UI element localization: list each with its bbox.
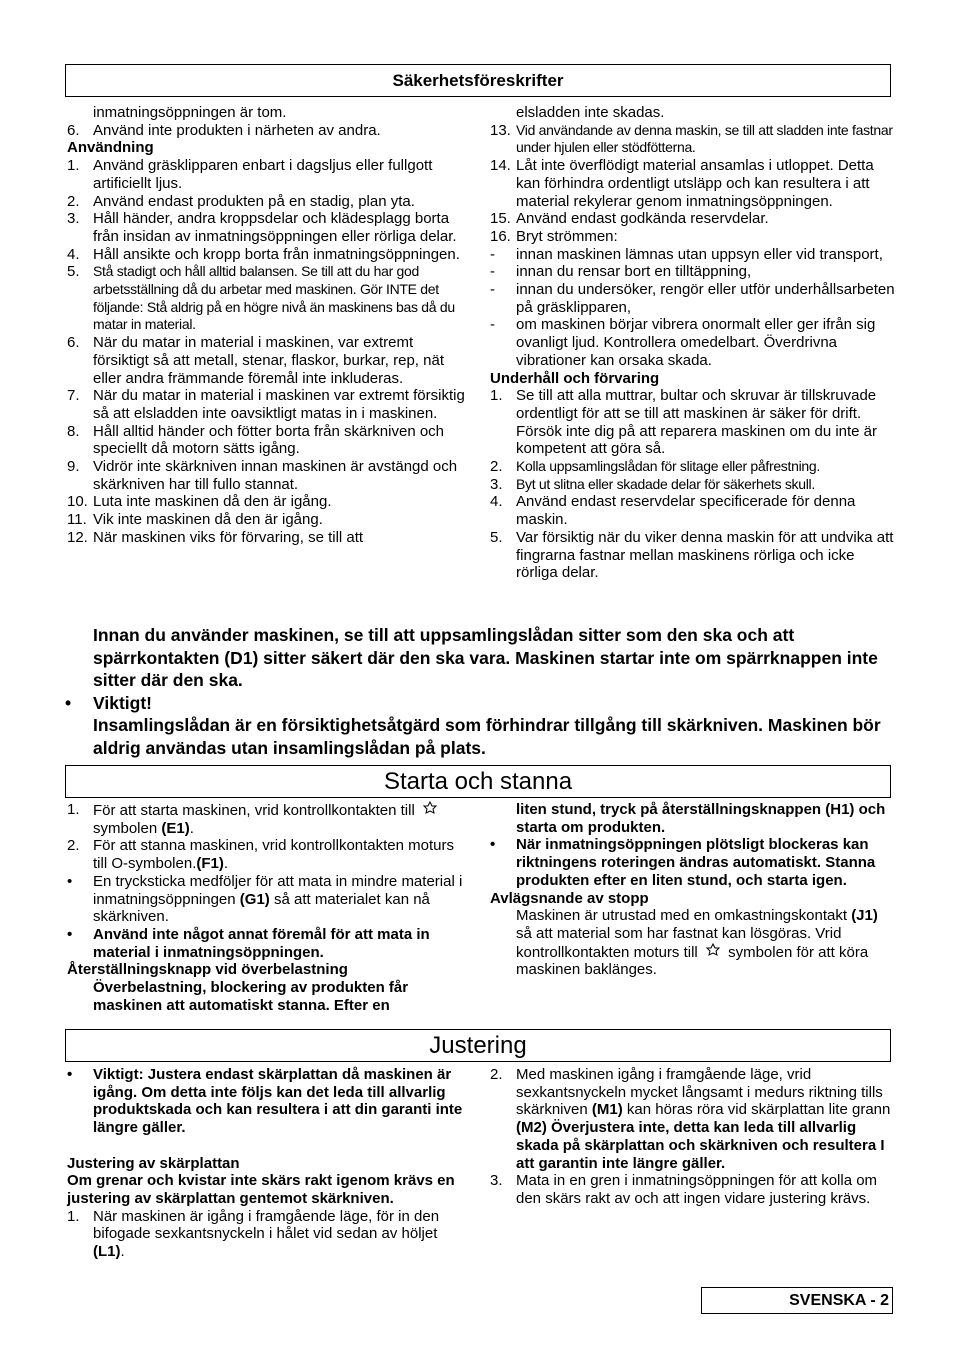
item-number: 4. [67, 245, 80, 263]
list-item [490, 387, 895, 458]
item-text: Använd endast godkända reservdelar. [516, 210, 769, 228]
subheading-use: Användning [67, 139, 154, 157]
text-span: För att starta maskinen, vrid kontrollkontakten till [93, 802, 415, 819]
safety-left-column [67, 104, 472, 547]
item-text: Viktigt: Justera endast skärplattan då maskinen är igång. Om detta inte följs kan det leda till allvarlig produktskada och kan resultera i att din garanti inte längre gäller. [93, 1066, 463, 1137]
list-item [67, 458, 472, 493]
list-item [67, 511, 472, 529]
item-number: 5. [490, 528, 503, 546]
list-item [490, 210, 895, 228]
dash-item [490, 281, 895, 316]
item-text: Håll alltid händer och fötter borta från skärkniven och speciellt då motorn sätts igång. [93, 422, 445, 458]
item-text: Se till att alla muttrar, bultar och skruvar är tillskruvade ordentligt för att se till att maskinen är säker för drift. Försök inte dig på att reparera maskinen om du inte är kompetent att göra så. [516, 387, 878, 458]
list-item [67, 122, 472, 140]
item-text [93, 801, 472, 837]
list-item [67, 1208, 472, 1261]
item-number: 8. [67, 422, 80, 440]
item-number: 6. [67, 334, 80, 352]
item-number: 3. [490, 475, 503, 493]
item-number: 2. [490, 1066, 503, 1083]
reverse-symbol-icon [702, 943, 724, 962]
spacer [67, 1137, 472, 1155]
subheading-reset: Återställningsknapp vid överbelastning [67, 961, 348, 979]
bullet-item [67, 926, 472, 961]
dash-item [490, 263, 895, 281]
item-text: Använd inte något annat föremål för att mata in material i inmatningsöppningen. [93, 925, 430, 961]
warning-paragraph: Innan du använder maskinen, se till att uppsamlingslådan sitter som den ska och att spärrkontakten (D1) sitter säkert där den ska vara. Maskinen startar inte om spärrknappen inte sitter där den ska. [93, 625, 878, 690]
dash-marker: - [490, 281, 495, 299]
item-number: 13. [490, 121, 511, 139]
item-text: Mata in en gren i inmatningsöppningen för att kolla om den skärs rakt av och att ingen vidare justering krävs. [516, 1172, 878, 1207]
text-span: . [223, 855, 229, 873]
section-header-start-stop: Starta och stanna [65, 765, 891, 798]
dash-marker: - [490, 263, 495, 281]
item-number: 3. [67, 210, 80, 228]
adjustment-right-column [490, 1066, 895, 1208]
forward-symbol-icon [419, 801, 441, 820]
item-number: 15. [490, 210, 511, 228]
continued-text: elsladden inte skadas. [516, 104, 665, 121]
item-text: Håll ansikte och kropp borta från inmatningsöppningen. [93, 245, 460, 263]
item-number: 2. [67, 192, 80, 210]
continued-text: inmatningsöppningen är tom. [93, 104, 287, 121]
ref-code: (J1) [851, 907, 878, 925]
item-text: innan du undersöker, rengör eller utför underhållsarbeten på gräsklipparen, [516, 281, 895, 316]
list-item [67, 334, 472, 387]
list-item [67, 263, 472, 334]
warning-paragraph: Insamlingslådan är en försiktighetsåtgärd som förhindrar tillgång till skärkniven. Maskinen bör aldrig användas utan insamlingslådan på plats. [93, 715, 881, 758]
text-span: Maskinen är utrustad med en omkastningskontakt [516, 907, 848, 925]
warning-important-label: Viktigt! [93, 692, 152, 713]
item-text: Använd gräsklipparen enbart i dagsljus eller fullgott artificiellt ljus. [93, 157, 433, 192]
item-number: 2. [67, 837, 80, 855]
ref-code: (L1) [93, 1243, 121, 1261]
item-number: 5. [67, 263, 80, 281]
dash-marker: - [490, 316, 495, 334]
list-item [67, 193, 472, 211]
bullet-item [490, 836, 895, 889]
item-text: Använd endast produkten på en stadig, plan yta. [93, 192, 415, 210]
item-number: 4. [490, 493, 503, 511]
adjust-intro: Om grenar och kvistar inte skärs rakt igenom krävs en justering av skärplattan gentemot skärkniven. [67, 1172, 455, 1207]
item-text: Använd inte produkten i närheten av andra. [93, 121, 381, 139]
item-number: 9. [67, 458, 80, 476]
warning-text: Överjustera inte, detta kan leda till allvarlig skada på skärplattan och skärkniven och resultera I att garantin inte längre gäller. [516, 1119, 885, 1172]
list-item [67, 493, 472, 511]
list-item [67, 246, 472, 264]
bullet-marker: • [67, 925, 73, 943]
item-number: 14. [490, 157, 511, 175]
item-number: 7. [67, 387, 80, 405]
bullet-marker: • [67, 872, 73, 890]
item-number: 1. [490, 387, 503, 405]
item-text [93, 873, 472, 926]
list-item [490, 493, 895, 528]
bullet-marker: • [490, 836, 496, 854]
warning-bullet [65, 692, 895, 715]
section-header-adjustment: Justering [65, 1029, 891, 1062]
safety-right-column [490, 104, 895, 582]
jam-removal-text [490, 907, 895, 979]
dash-item [490, 316, 895, 369]
bullet-item [67, 1066, 472, 1137]
item-text: Stå stadigt och håll alltid balansen. Se till att du har god arbetsställning då du arbetar med maskinen. Gör INTE det följande: Stå aldrig på en högre nivå än maskinens bas då du matar in material. [93, 263, 455, 333]
item-number: 10. [67, 493, 88, 511]
item-text: Vidrör inte skärkniven innan maskinen är avstängd och skärkniven har till fullo stannat. [93, 458, 458, 493]
start-stop-left-column [67, 801, 472, 1014]
text-span: En trycksticka medföljer för att mata in mindre material i inmatningsöppningen [93, 872, 463, 908]
item-number: 6. [67, 121, 80, 139]
item-number: 1. [67, 1207, 80, 1225]
item-text [93, 1208, 472, 1261]
item-text: Luta inte maskinen då den är igång. [93, 493, 332, 511]
section-header-safety: Säkerhetsföreskrifter [65, 64, 891, 97]
start-stop-right-column [490, 801, 895, 979]
list-item [67, 387, 472, 422]
ref-code: (E1) [161, 819, 190, 837]
text-span: När maskinen är igång i framgående läge, för in den bifogade sexkantsnyckeln i hålet vid sedan av höljet [93, 1207, 440, 1243]
ref-code: (F1) [196, 855, 224, 873]
item-text: om maskinen börjar vibrera onormalt eller ger ifrån sig ovanligt ljud. Kontrollera omedelbart. Överdrivna vibrationer kan orsaka skada. [516, 316, 876, 369]
list-item [67, 210, 472, 245]
item-text: När du matar in material i maskinen var extremt försiktig så att elsladden inte oavsiktligt matas in i maskinen. [93, 387, 465, 422]
list-item [490, 157, 895, 210]
item-number: 3. [490, 1172, 503, 1190]
list-item [67, 801, 472, 837]
continued-text: liten stund, tryck på återställningsknappen (H1) och starta om produkten. [516, 801, 886, 836]
text-span: . [120, 1243, 125, 1261]
item-text [93, 837, 472, 872]
dash-marker: - [490, 245, 495, 263]
reset-text: Överbelastning, blockering av produkten får maskinen att automatiskt stanna. Efter en [93, 979, 409, 1014]
item-text: innan du rensar bort en tilltäppning, [516, 263, 752, 281]
item-text: Håll händer, andra kroppsdelar och klädesplagg borta från insidan av inmatningsöppningen eller rörliga delar. [93, 210, 457, 245]
item-text: När maskinen viks för förvaring, se till att [93, 528, 364, 546]
bullet-item [67, 873, 472, 926]
text-span: Med maskinen igång i framgående läge, vrid sexkantsnyckeln mycket långsamt i medurs riktning tills skärkniven [516, 1066, 883, 1119]
item-number: 16. [490, 227, 511, 245]
item-number: 12. [67, 528, 88, 546]
item-text: När du matar in material i maskinen, var extremt försiktigt så att metall, stenar, flaskor, burkar, rep, nät eller andra främmande föremål inte inkluderas. [93, 334, 444, 387]
item-text: Låt inte överflödigt material ansamlas i utloppet. Detta kan förhindra ordentligt utsläpp och kan resultera i att material rekylerar genom inmatningsöppningen. [516, 157, 874, 210]
list-item [490, 122, 895, 157]
list-item [490, 1066, 895, 1172]
ref-code: (G1) [239, 890, 270, 908]
adjustment-left-column [67, 1066, 472, 1261]
ref-code: (M1) [591, 1101, 623, 1119]
item-number: 11. [67, 511, 87, 529]
item-text [516, 1066, 895, 1172]
list-item [67, 529, 472, 547]
item-text: Var försiktig när du viker denna maskin för att undvika att fingrarna fastnar mellan maskinens rörliga och icke rörliga delar. [516, 528, 894, 582]
subheading-jam-removal: Avlägsnande av stopp [490, 889, 649, 907]
text-span: symbolen [93, 819, 158, 837]
list-item [67, 157, 472, 192]
bullet-marker: • [65, 692, 72, 713]
list-item [67, 423, 472, 458]
subheading-maintenance: Underhåll och förvaring [490, 369, 660, 387]
text-span: . [189, 819, 194, 837]
text-span: så att materialet kan nå skärkniven. [93, 890, 430, 926]
text-span: symbolen för att köra maskinen baklänges. [516, 943, 869, 979]
item-text: Vik inte maskinen då den är igång. [93, 511, 323, 529]
page-footer: SVENSKA - 2 [701, 1287, 893, 1314]
list-item [490, 476, 895, 494]
item-text: Använd endast reservdelar specificerade för denna maskin. [516, 493, 856, 529]
list-item [490, 228, 895, 246]
list-item [490, 1172, 895, 1207]
item-text: När inmatningsöppningen plötsligt blockeras kan riktningens roteringen ändras automatiskt. Stanna produkten efter en liten stund, och starta igen. [516, 836, 876, 889]
warning-block [65, 624, 895, 759]
list-item [490, 529, 895, 582]
item-text: Vid användande av denna maskin, se till att sladden inte fastnar under hjulen eller stödfötterna. [516, 121, 893, 156]
item-number: 1. [67, 801, 80, 818]
item-text: innan maskinen lämnas utan uppsyn eller vid transport, [516, 245, 883, 263]
item-number: 1. [67, 157, 80, 175]
item-text: Bryt strömmen: [516, 227, 618, 245]
list-item [67, 837, 472, 872]
subheading-adjust-plate: Justering av skärplattan [67, 1154, 240, 1172]
bullet-marker: • [67, 1066, 73, 1083]
item-text: Kolla uppsamlingslådan för slitage eller påfrestning. [516, 458, 820, 475]
ref-code: (M2) [516, 1119, 547, 1137]
item-number: 2. [490, 458, 503, 476]
text-span: så att material som har fastnat kan lösgöras. Vrid kontrollkontakten moturs till [516, 924, 842, 961]
text-span: kan höras röra vid skärplattan lite grann [626, 1101, 891, 1119]
item-text: Byt ut slitna eller skadade delar för säkerhets skull. [516, 475, 815, 492]
text-span: För att stanna maskinen, vrid kontrollkontakten moturs till O-symbolen. [93, 837, 454, 873]
dash-item [490, 246, 895, 264]
list-item [490, 458, 895, 476]
